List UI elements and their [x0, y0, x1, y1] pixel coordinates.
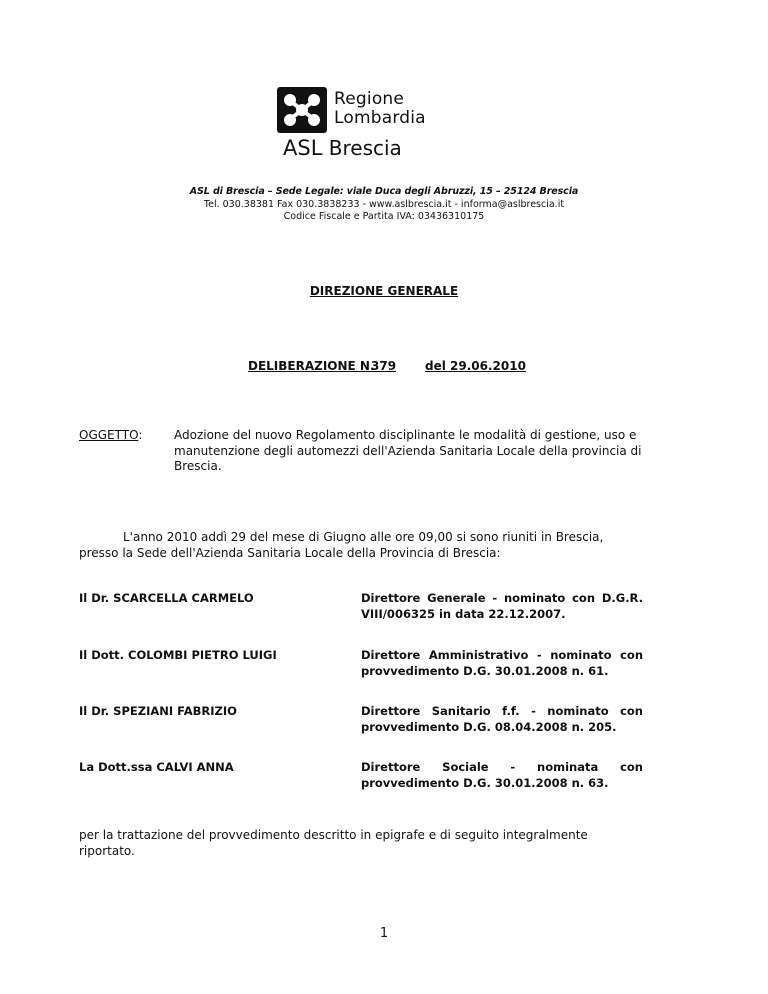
address-line-3: Codice Fiscale e Partita IVA: 03436310175: [283, 211, 485, 222]
regione-lombardia-logo: [277, 87, 327, 133]
brand-regione: Regione: [334, 89, 405, 109]
member-name: La Dott.ssa CALVI ANNA: [79, 760, 234, 774]
member-role: Direttore Amministrativo - nominato con provvedimento D.G. 30.01.2008 n. 61.: [361, 648, 643, 678]
closing-paragraph: per la trattazione del provvedimento descritto in epigrafe e di seguito integralmente riportato.: [79, 828, 588, 858]
member-role: Direttore Generale - nominato con D.G.R. VIII/006325 in data 22.12.2007.: [361, 591, 643, 621]
asl-label: ASL: [283, 136, 323, 160]
member-name: Il Dott. COLOMBI PIETRO LUIGI: [79, 648, 277, 662]
logo-dot: [284, 114, 296, 126]
oggetto-label-text: OGGETTO: [79, 428, 139, 442]
address-line-1: ASL di Brescia – Sede Legale: viale Duca degli Abruzzi, 15 – 25124 Brescia: [189, 186, 579, 197]
logo-dot: [308, 94, 320, 106]
logo-dot: [296, 104, 308, 116]
member-name: Il Dr. SPEZIANI FABRIZIO: [79, 704, 237, 718]
direzione-heading: DIREZIONE GENERALE: [309, 284, 459, 298]
oggetto-colon: :: [138, 428, 143, 442]
oggetto-text: Adozione del nuovo Regolamento disciplinante le modalità di gestione, uso e manutenzione degli automezzi dell'Azienda Sanitaria Locale della provincia di Brescia.: [174, 428, 642, 473]
delibera-number: 379: [371, 359, 397, 373]
delibera-label: DELIBERAZIONE N.: [248, 359, 375, 373]
asl-city: Brescia: [328, 136, 402, 160]
member-role: Direttore Sociale - nominata con provvedimento D.G. 30.01.2008 n. 63.: [361, 760, 643, 790]
logo-dot: [308, 114, 320, 126]
page-number: 1: [379, 926, 389, 941]
intro-paragraph: L'anno 2010 addì 29 del mese di Giugno alle ore 09,00 si sono riuniti in Brescia, presso la Sede dell'Azienda Sanitaria Locale della Provincia di Brescia:: [79, 530, 604, 560]
delibera-date: del 29.06.2010: [425, 359, 526, 373]
member-role: Direttore Sanitario f.f. - nominato con provvedimento D.G. 08.04.2008 n. 205.: [361, 704, 643, 734]
logo-dot: [284, 94, 296, 106]
member-name: Il Dr. SCARCELLA CARMELO: [79, 591, 254, 605]
address-line-2: Tel. 030.38381 Fax 030.3838233 - www.aslbrescia.it - informa@aslbrescia.it: [203, 199, 565, 210]
asl-title: [283, 136, 402, 160]
brand-lombardia: Lombardia: [334, 108, 426, 128]
oggetto-label: [79, 428, 142, 442]
